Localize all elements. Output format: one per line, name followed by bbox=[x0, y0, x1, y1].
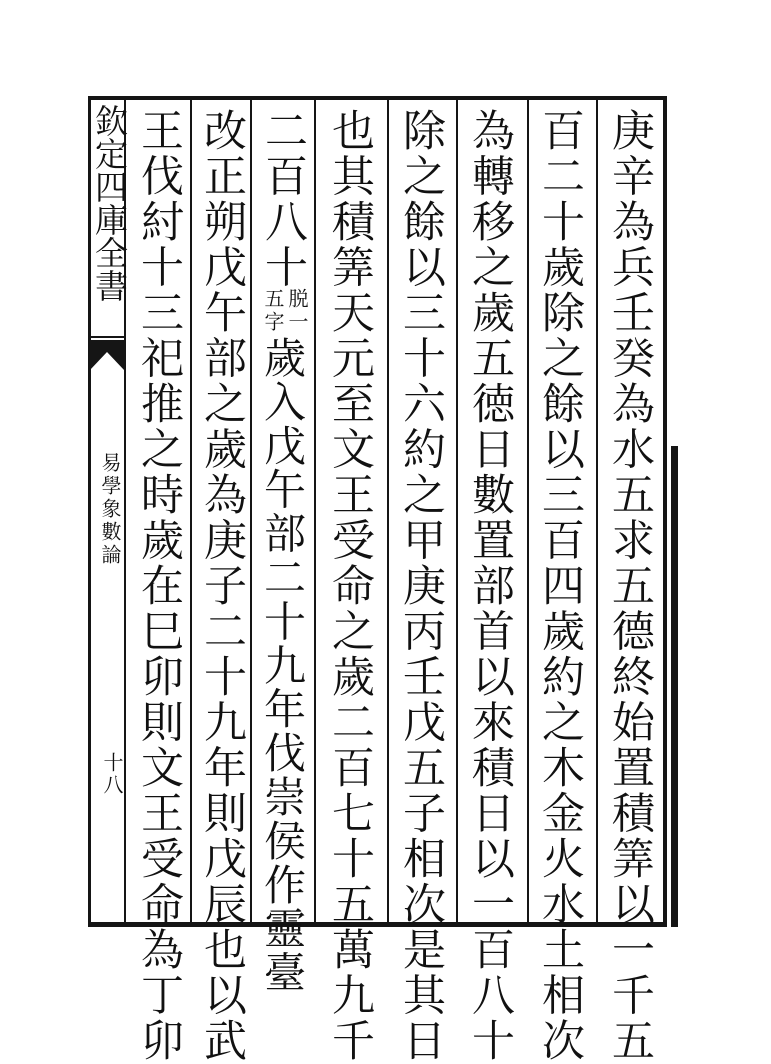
text-column-5: 也其積筭天元至文王受命之歲二百七十五萬九千 bbox=[325, 108, 375, 1064]
column-divider bbox=[314, 98, 316, 924]
column-divider bbox=[387, 98, 389, 924]
text-column-2: 百二十歲除之餘以三百四歲約之木金火水土相次 bbox=[535, 108, 585, 1064]
column-divider bbox=[190, 98, 192, 924]
book-title: 易學象數論 bbox=[98, 452, 122, 567]
text-column-6-bottom: 歲入戊午部二十九年伐崇侯作靈臺 bbox=[258, 336, 307, 995]
top-border bbox=[88, 96, 666, 100]
text-column-8: 王伐紂十三祀推之時歲在巳卯則文王受命為丁卯 bbox=[134, 108, 184, 1064]
fishtail-mark bbox=[90, 336, 126, 376]
right-border-thick bbox=[671, 446, 678, 927]
column-divider bbox=[596, 98, 598, 924]
text-column-3: 為轉移之歲五徳日數置部首以來積日以一百八十 bbox=[465, 108, 515, 1064]
column-divider bbox=[527, 98, 529, 924]
right-border bbox=[663, 96, 667, 927]
text-column-7: 改正朔戊午部之歲為庚子二十九年則戊辰也以武 bbox=[197, 108, 247, 1064]
book-collection-title: 欽定四庫全書 bbox=[90, 104, 129, 302]
column-divider bbox=[456, 98, 458, 924]
inline-note-right: 脱一 bbox=[285, 288, 309, 334]
text-column-4: 除之餘以三十六約之甲庚丙壬戊五子相次是其日 bbox=[396, 108, 446, 1064]
column-divider bbox=[250, 98, 252, 924]
inline-note-left: 五字 bbox=[261, 288, 285, 334]
text-column-6-top: 二百八十 bbox=[258, 108, 308, 290]
page-number: 十八 bbox=[100, 752, 124, 796]
text-column-1: 庚辛為兵壬癸為水五求五德終始置積筭以一千五 bbox=[605, 108, 655, 1064]
